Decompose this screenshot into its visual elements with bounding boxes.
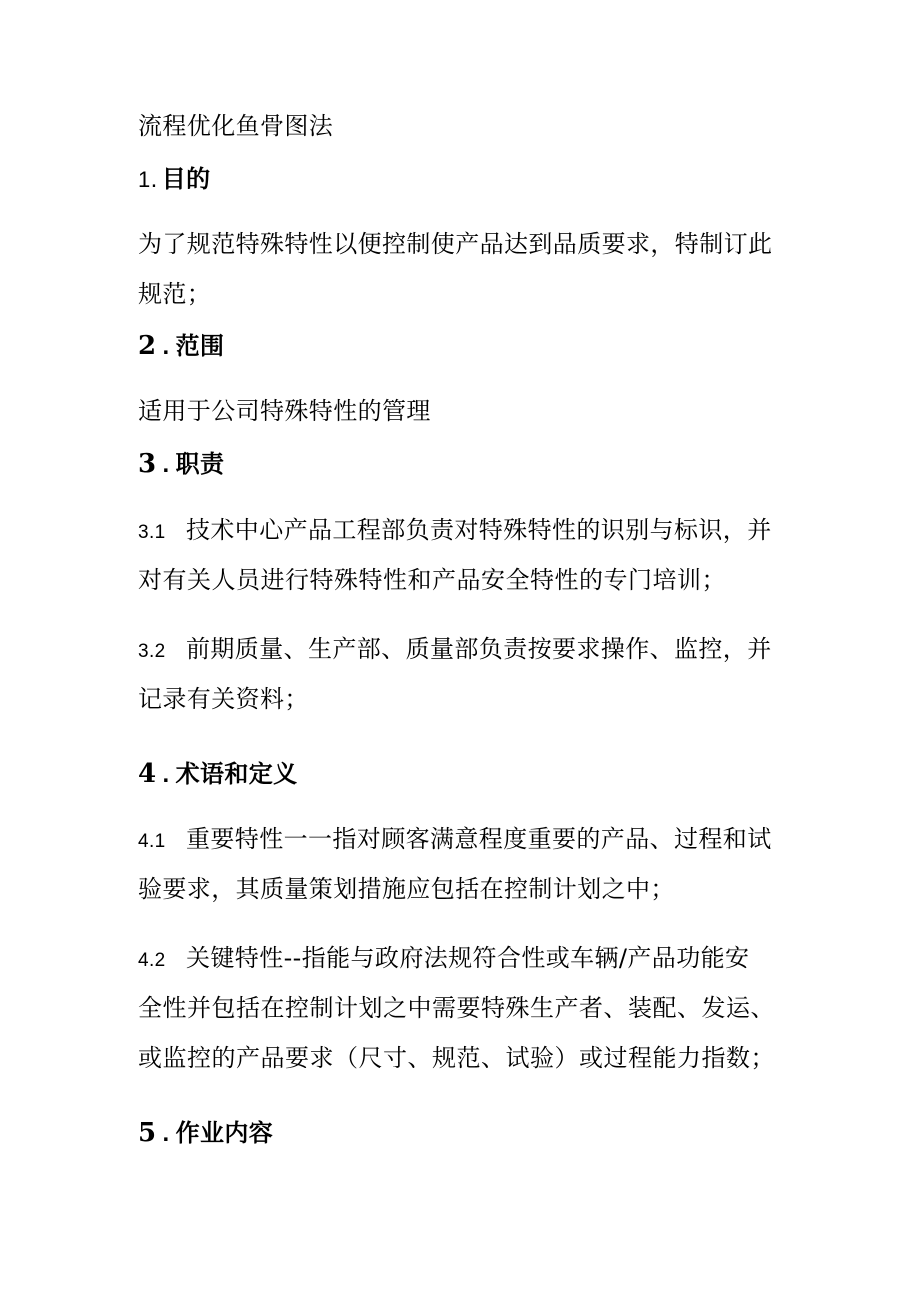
section-dot: . — [162, 333, 170, 360]
item-number: 3.2 — [138, 641, 166, 662]
section-title: 范围 — [175, 332, 225, 360]
item-text: 关键特性--指能与政府法规符合性或车辆/产品功能安 — [186, 944, 750, 972]
section-number: 5 — [138, 1118, 157, 1148]
section-3-heading — [138, 448, 224, 481]
item-3-1-line: 对有关人员进行特殊特性和产品安全特性的专门培训； — [138, 566, 726, 594]
section-title: 目的 — [161, 165, 211, 193]
item-4-2-line: 全性并包括在控制计划之中需要特殊生产者、装配、发运、 — [138, 994, 775, 1022]
item-number: 3.1 — [138, 522, 166, 543]
section-title: 作业内容 — [175, 1119, 274, 1147]
section-number: 2 — [138, 331, 157, 361]
section-number: 3 — [138, 449, 157, 479]
item-text: 前期质量、生产部、质量部负责按要求操作、监控，并 — [186, 635, 772, 663]
item-4-1-line — [138, 823, 772, 858]
section-title: 术语和定义 — [175, 760, 298, 788]
item-4-1-line: 验要求，其质量策划措施应包括在控制计划之中； — [138, 875, 675, 903]
section-number: 1 — [138, 167, 151, 192]
section-dot: . — [162, 451, 170, 478]
document-title: 流程优化鱼骨图法 — [138, 112, 334, 140]
section-dot: . — [162, 1120, 170, 1147]
section-title: 职责 — [175, 450, 225, 478]
item-text: 重要特性一一指对顾客满意程度重要的产品、过程和试 — [186, 825, 772, 853]
item-4-2-line: 或监控的产品要求（尺寸、规范、试验）或过程能力指数； — [138, 1044, 775, 1072]
item-3-2-line: 记录有关资料； — [138, 685, 309, 713]
section-dot: . — [162, 761, 170, 788]
item-number: 4.2 — [138, 950, 166, 971]
section-1-heading — [138, 163, 211, 196]
section-5-heading — [138, 1117, 273, 1150]
item-text: 技术中心产品工程部负责对特殊特性的识别与标识，并 — [186, 516, 772, 544]
item-4-2-line — [138, 942, 749, 977]
section-1-text-line: 规范； — [138, 280, 212, 308]
section-1-text-line: 为了规范特殊特性以便控制使产品达到品质要求，特制订此 — [138, 230, 773, 258]
section-2-text-line: 适用于公司特殊特性的管理 — [138, 397, 431, 425]
section-2-heading — [138, 330, 224, 363]
section-number: 4 — [138, 759, 157, 789]
item-3-1-line — [138, 514, 772, 549]
section-dot: . — [150, 166, 158, 193]
item-number: 4.1 — [138, 831, 166, 852]
section-4-heading — [138, 758, 298, 791]
item-3-2-line — [138, 633, 772, 668]
